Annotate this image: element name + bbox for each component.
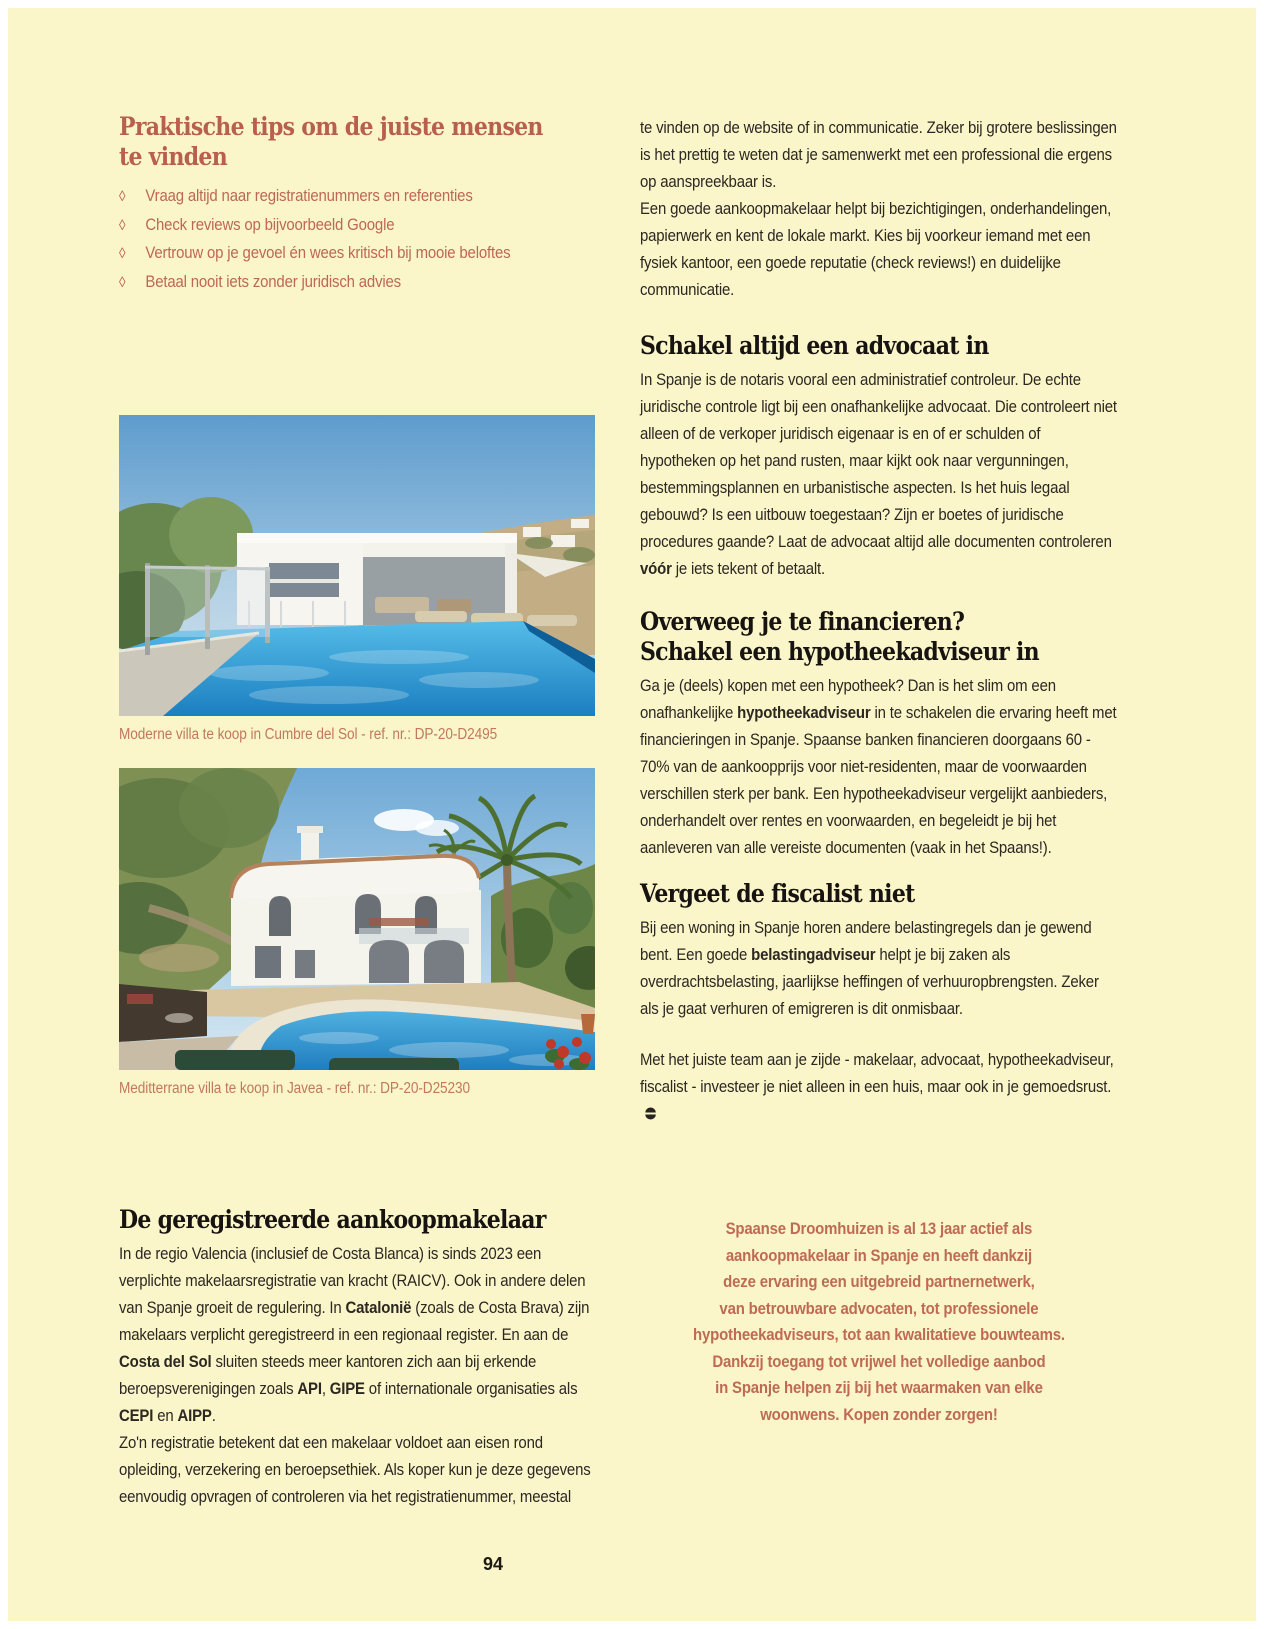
promo-line: woonwens. Kopen zonder zorgen!	[760, 1404, 998, 1424]
list-item	[119, 182, 597, 211]
list-item	[119, 268, 597, 297]
tips-block	[119, 112, 597, 296]
page-number: 94	[482, 1554, 504, 1574]
closing-text: Met het juiste team aan je zijde - makelaar, advocaat, hypotheekadviseur, fiscalist - investeer je niet alleen in een huis, maar ook in je gemoedsrust.	[640, 1050, 1114, 1096]
diamond-bullet-icon: ◊	[119, 216, 126, 234]
fiscalist-section	[640, 879, 1118, 1022]
hypotheek-title	[640, 607, 1118, 667]
closing-paragraph	[640, 1046, 1118, 1128]
hypotheek-section	[640, 607, 1118, 861]
tip-text: Vraag altijd naar registratienummers en referenties	[145, 186, 473, 205]
fiscalist-title: Vergeet de fiscalist niet	[640, 879, 915, 908]
advocaat-section	[640, 331, 1118, 582]
list-item	[119, 239, 597, 268]
promo-line: hypotheekadviseurs, tot aan kwalitatieve bouwteams.	[693, 1325, 1065, 1344]
tip-text: Vertrouw op je gevoel én wees kritisch bij mooie beloftes	[145, 243, 511, 262]
tip-text: Betaal nooit iets zonder juridisch advies	[145, 271, 401, 291]
tips-title-line2: te vinden	[119, 142, 228, 171]
registered-agent-section	[119, 1205, 597, 1510]
photo-caption: Moderne villa te koop in Cumbre del Sol - ref. nr.: DP-20-D2495	[119, 726, 498, 743]
fiscalist-body: Bij een woning in Spanje horen andere belastingregels dan je gewend bent. Een goede belastingadviseur helpt je bij zaken als overdrachtsbelasting, jaarlijkse heffingen of verhuuropbrengsten. Zeker als je gaat verhuren of emigreren is dit onmisbaar.	[640, 918, 1099, 1018]
hypotheek-title-line2: Schakel een hypotheekadviseur in	[640, 637, 1039, 666]
intro-block	[640, 114, 1118, 303]
promo-line: Dankzij toegang tot vrijwel het volledige aanbod	[712, 1351, 1046, 1371]
photo-figure-mediterranean-villa	[119, 768, 595, 1099]
registered-agent-title: De geregistreerde aankoopmakelaar	[119, 1205, 546, 1234]
end-of-article-icon	[644, 1101, 656, 1128]
promo-line: in Spanje helpen zij bij het waarmaken van elke	[715, 1378, 1043, 1397]
advocaat-title: Schakel altijd een advocaat in	[640, 331, 989, 360]
diamond-bullet-icon: ◊	[119, 273, 126, 291]
promo-line: aankoopmakelaar in Spanje en heeft dankzij	[725, 1245, 1032, 1265]
promo-line: deze ervaring een uitgebreid partnernetwerk,	[723, 1272, 1035, 1291]
hypotheek-body: Ga je (deels) kopen met een hypotheek? Dan is het slim om een onafhankelijke hypotheekadviseur in te schakelen die ervaring heeft met financieringen in Spanje. Spaanse banken financieren doorgaans 60 - 70% van de aankoopprijs voor niet-residenten, maar de voorwaarden verschillen sterk per bank. Een hypotheekadviseur vergelijkt aanbieders, onderhandelt over rentes en voorwaarden, en begeleidt je bij het aanleveren van alle vereiste documenten (vaak in het Spaans!).	[640, 676, 1117, 857]
registered-agent-paragraph-1: In de regio Valencia (inclusief de Costa Blanca) is sinds 2023 een verplichte makelaarsregistratie van kracht (RAICV). Ook in andere delen van Spanje groeit de regulering. In Catalonië (zoals de Costa Brava) zijn makelaars verplicht geregistreerd in een regionaal register. En aan de Costa del Sol sluiten steeds meer kantoren zich aan bij erkende beroepsverenigingen zoals API, GIPE of internationale organisaties als CEPI en AIPP.	[119, 1244, 590, 1425]
promo-line: van betrouwbare advocaten, tot professionele	[719, 1298, 1039, 1318]
tips-title-line1: Praktische tips om de juiste mensen	[119, 112, 543, 141]
registered-agent-paragraph-2: Zo'n registratie betekent dat een makelaar voldoet aan eisen rond opleiding, verzekering en beroepsethiek. Als koper kun je deze gegevens eenvoudig opvragen of controleren via het registratienummer, meestal	[119, 1433, 591, 1506]
advocaat-body: In Spanje is de notaris vooral een administratief controleur. De echte juridische controle ligt bij een onafhankelijke advocaat. Die controleert niet alleen of de verkoper juridisch eigenaar is en of er schulden of hypotheken op het pand rusten, maar kijkt ook naar vergunningen, bestemmingsplannen en urbanistische aspecten. Is het huis legaal gebouwd? Is een uitbouw toegestaan? Zijn er boetes of juridische procedures gaande? Laat de advocaat altijd alle documenten controleren vóór je iets tekent of betaalt.	[640, 370, 1117, 578]
photo-figure-modern-villa	[119, 415, 595, 745]
hypotheek-title-line1: Overweeg je te financieren?	[640, 607, 965, 636]
intro-paragraph-1: te vinden op de website of in communicatie. Zeker bij grotere beslissingen is het prettig te weten dat je samenwerkt met een professional die ergens op aanspreekbaar is.	[640, 118, 1117, 191]
diamond-bullet-icon: ◊	[119, 188, 126, 205]
list-item	[119, 211, 597, 240]
mediterranean-villa-photo	[119, 768, 595, 1070]
closing-block	[640, 1046, 1118, 1128]
diamond-bullet-icon: ◊	[119, 245, 126, 262]
promo-block	[640, 1216, 1118, 1428]
tips-list	[119, 182, 597, 296]
promo-line: Spaanse Droomhuizen is al 13 jaar actief als	[725, 1219, 1033, 1238]
intro-paragraph-2: Een goede aankoopmakelaar helpt bij bezichtigingen, onderhandelingen, papierwerk en kent de lokale markt. Kies bij voorkeur iemand met een fysiek kantoor, een goede reputatie (check reviews!) en duidelijke communicatie.	[640, 199, 1112, 299]
photo-caption: Meditterrane villa te koop in Javea - ref. nr.: DP-20-D25230	[119, 1080, 471, 1097]
tip-text: Check reviews op bijvoorbeeld Google	[145, 214, 395, 234]
tips-title	[119, 112, 597, 172]
modern-villa-photo	[119, 415, 595, 716]
